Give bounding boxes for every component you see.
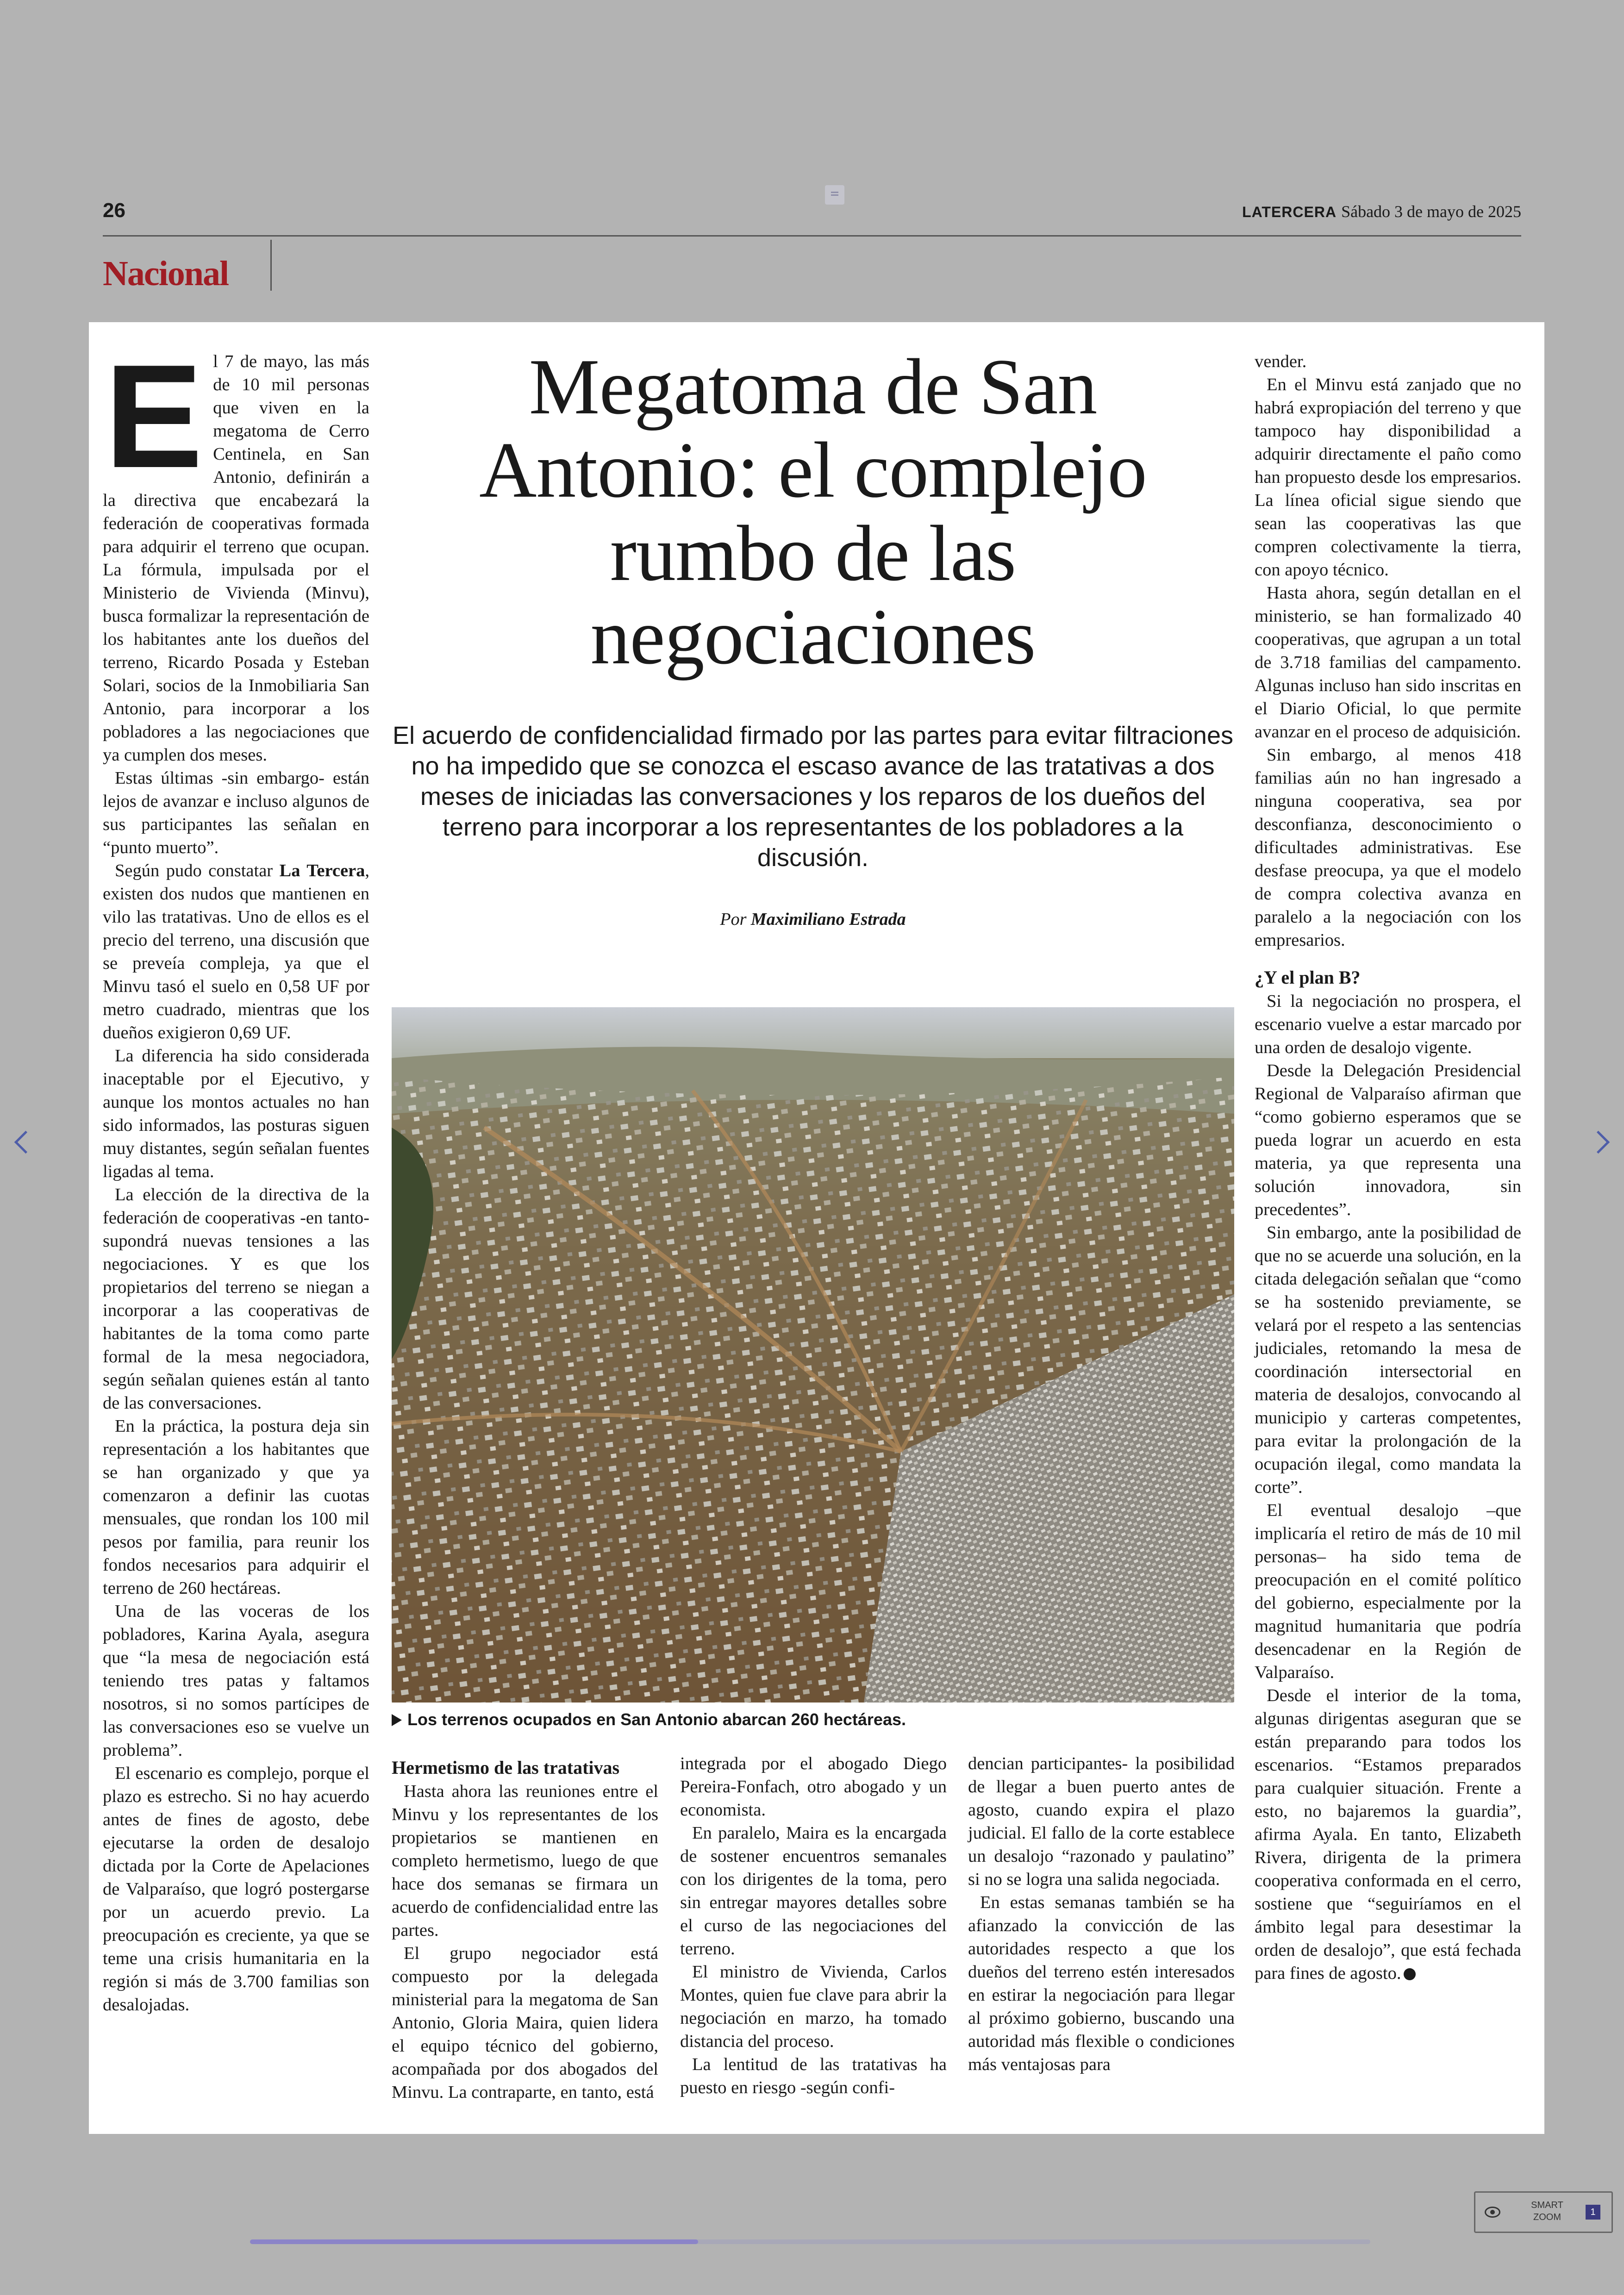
paragraph: Hasta ahora las reuniones entre el Minvu y los representantes de los propietarios se mantienen en completo hermetismo, luego de que hace dos semanas se firmara un acuerdo de confidencialidad entre las partes. [392,1782,658,1940]
chevron-left-icon[interactable] [14,1131,37,1154]
paragraph: El ministro de Vivienda, Carlos Montes, quien fue clave para abrir la negociación en marzo, ha tomado distancia del proceso. [680,1962,947,2051]
paragraph: Desde la Delegación Presidencial Regional de Valparaíso afirman que “como gobierno esperamos que se pueda lograr un acuerdo en esta materia, ya que representa una solución innovadora, sin precedentes”. [1255,1061,1521,1219]
paragraph: La elección de la directiva de la federación de cooperativas -en tanto- supondrá nuevas tensiones a las negociaciones. Y es que los propietarios del terreno se niegan a incorporar a las cooperativas de habitantes de la toma como parte formal de la mesa negociadora, según señalan quienes están al tanto de las conversaciones. [103,1185,369,1413]
page-number: 26 [103,199,125,222]
paragraph: vender. [1255,352,1307,371]
smart-zoom-label: SMART ZOOM [1531,2200,1563,2222]
section-divider [270,240,272,291]
paragraph: Según pudo constatar La Tercera, existen dos nudos que mantienen en vilo las tratativas. Uno de ellos es el precio del terreno, una discusión que se preveía compleja, ya que el Minvu tasó el suelo en 0,58 UF por metro cuadrado, mientras que los dueños exigieron 0,69 UF. [103,861,369,1042]
byline: Por Maximiliano Estrada [720,910,906,929]
author-name: Maximiliano Estrada [750,910,906,929]
document-icon[interactable] [825,185,844,205]
end-mark-icon [1404,1968,1416,1980]
drop-cap: E [105,334,203,499]
article-column-5 [968,1752,1235,2076]
issue-date: Sábado 3 de mayo de 2025 [1341,202,1521,221]
paragraph: En el Minvu está zanjado que no habrá expropiación del terreno y que tampoco hay disponibilidad a adquirir directamente el paño como han propuesto desde los empresarios. La línea oficial sigue siendo que sean las cooperativas las que compren colectivamente la tierra, con apoyo técnico. [1255,375,1521,580]
paragraph: Hasta ahora, según detallan en el ministerio, se han formalizado 40 cooperativas, que agrupan a un total de 3.718 familias del campamento. Algunas incluso han sido inscritas en el Diario Oficial, lo que permite avanzar en el proceso de adquisición. [1255,583,1521,742]
subheading: Hermetismo de las tratativas [392,1757,620,1778]
section-label: Nacional [103,254,229,293]
paragraph: Sin embargo, ante la posibilidad de que no se acuerde una solución, en la citada delegación señalan que “como se ha sostenido previamente, se velará por el respeto a las sentencias judiciales, retomando la mesa de coordinación intersectorial en materia de desalojos, convocando al municipio y carteras competentes, para evitar la prolongación de la ocupación ilegal, como mandata la corte”. [1255,1223,1521,1497]
paragraph: Una de las voceras de los pobladores, Karina Ayala, asegura que “la mesa de negociación está teniendo tres patas y faltamos nosotros, si no somos partícipes de las conversaciones eso se vuelve un problema”. [103,1602,369,1760]
aerial-photo [392,1007,1234,1703]
page-progress-bar[interactable] [250,2239,1370,2244]
eye-icon [1485,2207,1500,2218]
paragraph: El escenario es complejo, porque el plazo es estrecho. Si no hay acuerdo antes de fines de agosto, debe ejecutarse la orden de desalojo dictada por la Corte de Apelaciones de Valparaíso, que logró postergarse por un acuerdo previo. La preocupación es creciente, ya que se teme una crisis humanitaria en la región si más de 3.700 familias son desalojadas. [103,1764,369,2014]
page-progress-fill [250,2239,698,2244]
paragraph: En la práctica, la postura deja sin representación a los habitantes que se han organizado y que ya comenzaron a definir las cuotas mensuales, que rondan los 100 mil pesos por familia, para reunir los fondos necesarios para adquirir el terreno de 260 hectáreas. [103,1416,369,1598]
paragraph: La diferencia ha sido considerada inaceptable por el Ejecutivo, y aunque los montos actuales no han sido informados, las posturas siguen muy distantes, según señalan fuentes ligadas al tema. [103,1046,369,1181]
smart-zoom-button[interactable] [1474,2191,1613,2233]
photo-illustration [392,1007,1234,1703]
brand-name: LATERCERA [1242,204,1337,220]
subheading: ¿Y el plan B? [1255,967,1361,988]
paragraph: Si la negociación no prospera, el escenario vuelve a estar marcado por una orden de desalojo vigente. [1255,992,1521,1057]
article-column-3 [392,1752,658,2104]
article-lede: El acuerdo de confidencialidad firmado por las partes para evitar filtraciones no ha impedido que se conozca el escaso avance de las tratativas a dos meses de iniciadas las conversaciones y los reparos de los dueños del terreno para incorporar a los representantes de los pobladores a la discusión. [393,722,1233,872]
paragraph: El grupo negociador está compuesto por la delegada ministerial para la megatoma de San Antonio, Gloria Maira, quien lidera el equipo técnico del gobierno, acompañada por dos abogados del Minvu. La contraparte, en tanto, está [392,1944,658,2102]
paragraph: En estas semanas también se ha afianzado la convicción de las autoridades respecto a que los dueños del terreno estén interesados en estirar la negociación para llegar al próximo gobierno, buscando una autoridad más flexible o condiciones más ventajosas para [968,1893,1235,2074]
photo-caption: Los terrenos ocupados en San Antonio abarcan 260 hectáreas. [392,1709,1234,1730]
masthead [1242,202,1521,221]
paragraph: l 7 de mayo, las más de 10 mil personas que viven en la megatoma de Cerro Centinela, en San Antonio, definirán a la directiva que encabezará la federación de cooperativas formada para adquirir el terreno que ocupan. La fórmula, impulsada por el Ministerio de Vivienda (Minvu), busca formalizar la representación de los habitantes ante los dueños del terreno, Ricardo Posada y Esteban Solari, socios de la Inmobiliaria San Antonio, para incorporar a los pobladores a las negociaciones que ya cumplen dos meses. [103,352,369,765]
article-column-1 [103,334,369,2016]
paragraph: En paralelo, Maira es la encargada de sostener encuentros semanales con los dirigentes de la toma, pero sin entregar mayores detalles sobre el curso de las negociaciones del terreno. [680,1823,947,1958]
paragraph: Desde el interior de la toma, algunas dirigentas aseguran que se están preparando para todos los escenarios. “Estamos preparados para cualquier situación. Frente a esto, no bajaremos la guardia”, afirma Ayala. En tanto, Elizabeth Rivera, dirigenta de la primera cooperativa conformada en el cerro, sostiene que “seguiríamos en el ámbito legal para desestimar la orden de desalojo”, que está fechada para fines de agosto. [1255,1686,1521,1983]
paragraph: Estas últimas -sin embargo- están lejos de avanzar e incluso algunos de sus participantes las señalan en “punto muerto”. [103,768,369,857]
paragraph: La lentitud de las tratativas ha puesto en riesgo -según confi- [680,2055,947,2097]
chevron-right-icon[interactable] [1587,1131,1610,1154]
article-column-6 [1255,350,1521,1985]
page-count-badge: 1 [1586,2205,1600,2220]
newspaper-name: La Tercera [279,861,365,880]
paragraph: El eventual desalojo –que implicaría el retiro de más de 10 mil personas– ha sido tema de preocupación en el comité político del gobierno, especialmente por la magnitud humanitaria que podría desencadenar en la Región de Valparaíso. [1255,1501,1521,1682]
article-title: Megatoma de San Antonio: el complejo rumbo de las negociaciones [479,343,1147,681]
caption-marker-icon [392,1714,402,1726]
header-rule [103,235,1521,237]
article-column-4 [680,1752,947,2099]
paragraph: integrada por el abogado Diego Pereira-Fonfach, otro abogado y un economista. [680,1754,947,1820]
paragraph: Sin embargo, al menos 418 familias aún no han ingresado a ninguna cooperativa, sea por desconfianza, desconocimiento o dificultades administrativas. Ese desfase preocupa, ya que el modelo de compra colectiva avanza en paralelo a la negociación con los empresarios. [1255,745,1521,950]
paragraph: dencian participantes- la posibilidad de llegar a buen puerto antes de agosto, cuando expira el plazo judicial. El fallo de la corte establece un desalojo “razonado y paulatino” si no se logra una salida negociada. [968,1754,1235,1889]
